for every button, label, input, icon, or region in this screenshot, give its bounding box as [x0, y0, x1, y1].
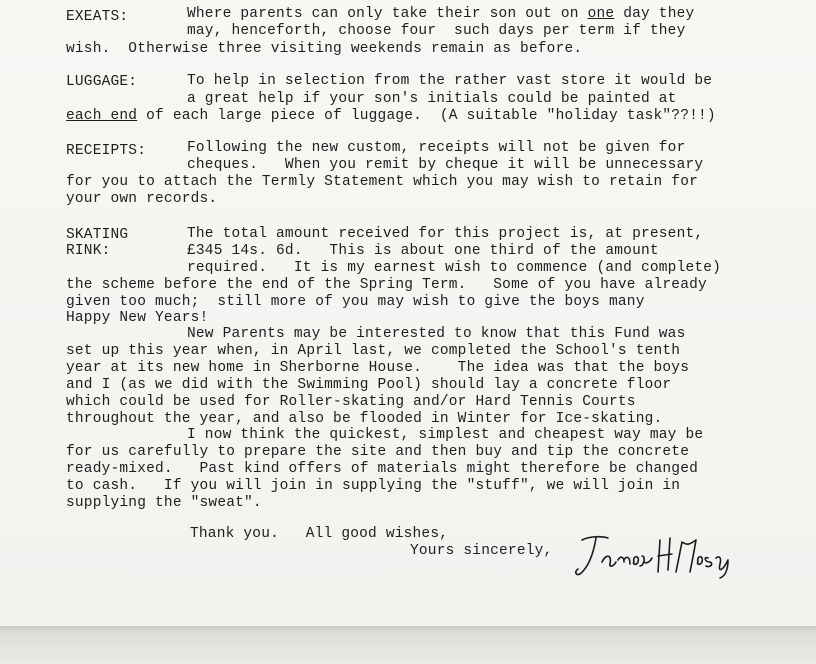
skating-line-4: the scheme before the end of the Spring Term. Some of you have already: [66, 277, 707, 293]
skating-line-3: required. It is my earnest wish to commence (and complete): [187, 260, 722, 276]
skating-line-11: which could be used for Roller-skating and/or Hard Tennis Courts: [66, 394, 636, 410]
closing-yours-sincerely: Yours sincerely,: [410, 543, 553, 559]
receipts-line-3: for you to attach the Termly Statement which you may wish to retain for: [66, 174, 699, 190]
handwritten-signature: [572, 532, 742, 582]
skating-line-5: given too much; still more of you may wish to give the boys many: [66, 294, 645, 310]
luggage-line-3: each end of each large piece of luggage. (A suitable "holiday task"??!!): [66, 108, 716, 124]
exeats-line-3: wish. Otherwise three visiting weekends remain as before.: [66, 41, 583, 57]
receipts-line-2: cheques. When you remit by cheque it will be unnecessary: [187, 157, 704, 173]
skating-line-17: supplying the "sweat".: [66, 495, 262, 511]
luggage-line-2: a great help if your son's initials could be painted at: [187, 91, 677, 107]
skating-line-12: throughout the year, and also be flooded in Winter for Ice-skating.: [66, 411, 663, 427]
skating-line-9: year at its new home in Sherborne House. The idea was that the boys: [66, 360, 690, 376]
skating-line-10: and I (as we did with the Swimming Pool) should lay a concrete floor: [66, 377, 672, 393]
section-heading-exeats: EXEATS:: [66, 9, 129, 25]
skating-line-8: set up this year when, in April last, we completed the School's tenth: [66, 343, 681, 359]
closing-thanks: Thank you. All good wishes,: [190, 526, 449, 542]
section-heading-skating: SKATING: [66, 227, 129, 243]
skating-line-7: New Parents may be interested to know that this Fund was: [187, 326, 686, 342]
receipts-line-1: Following the new custom, receipts will not be given for: [187, 140, 686, 156]
section-heading-receipts: RECEIPTS:: [66, 143, 147, 159]
skating-line-14: for us carefully to prepare the site and then buy and tip the concrete: [66, 444, 690, 460]
skating-line-16: to cash. If you will join in supplying the "stuff", we will join in: [66, 478, 681, 494]
skating-line-2: £345 14s. 6d. This is about one third of the amount: [187, 243, 659, 259]
section-heading-luggage: LUGGAGE:: [66, 74, 138, 90]
receipts-line-4: your own records.: [66, 191, 218, 207]
exeats-line-2: may, henceforth, choose four such days per term if they: [187, 23, 686, 39]
skating-line-1: The total amount received for this project is, at present,: [187, 226, 704, 242]
section-heading-rink: RINK:: [66, 243, 111, 259]
skating-line-13: I now think the quickest, simplest and cheapest way may be: [187, 427, 704, 443]
luggage-line-1: To help in selection from the rather vast store it would be: [187, 73, 713, 89]
skating-line-6: Happy New Years!: [66, 310, 209, 326]
exeats-line-1: Where parents can only take their son out on one day they: [187, 6, 695, 22]
skating-line-15: ready-mixed. Past kind offers of materials might therefore be changed: [66, 461, 699, 477]
page-fold-edge: [0, 626, 816, 664]
